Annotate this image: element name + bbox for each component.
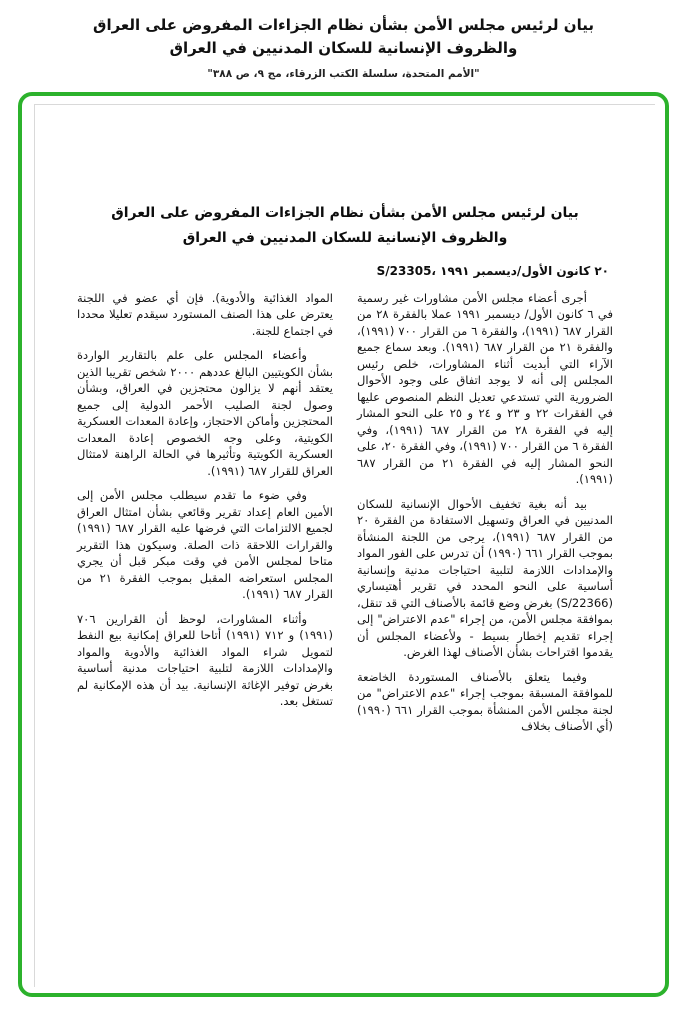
paragraph: وفيما يتعلق بالأصناف المستوردة الخاضعة للموافقة المسبقة بموجب إجراء "عدم الاعتراض" من لجنة مجلس الأمن المنشأة بموجب القرار ٦٦١ (١٩٩٠) (أي الأصناف بخلاف xyxy=(357,669,613,734)
column-left xyxy=(77,290,333,743)
paragraph: المواد الغذائية والأدوية). فإن أي عضو في اللجنة يعترض على هذا الصنف المستورد سيقدم تعليلا محددا في اجتماع للجنة. xyxy=(77,290,333,338)
document-symbol-dateline: S/23305، ٢٠ كانون الأول/ديسمبر ١٩٩١ xyxy=(376,263,609,278)
column-right xyxy=(357,290,613,743)
document-title-line2: والظروف الإنسانية للسكان المدنيين في العراق xyxy=(182,229,508,246)
scanned-page xyxy=(34,104,655,987)
paragraph: وأعضاء المجلس على علم بالتقارير الواردة بشأن الكويتيين البالغ عددهم ٢٠٠٠ شخص تقريبا الذين يعتقد أنهم لا يزالون محتجزين في العراق، وبشأن وصول لجنة الصليب الأحمر الدولية إلى جميع المحتجزين وأماكن الاحتجاز، وإعادة المعدات العسكرية الكويتية، وعلى وجه الخصوص إعادة المعدات العسكرية الكويتية وتأثيرها في الحالة الراهنة لامتثال العراق للقرار ٦٨٧ (١٩٩١). xyxy=(77,348,333,478)
document-frame xyxy=(18,92,669,997)
header-title-line2: والظروف الإنسانية للسكان المدنيين في العراق xyxy=(169,39,518,58)
paragraph: وأثناء المشاورات، لوحظ أن القرارين ٧٠٦ (١٩٩١) و ٧١٢ (١٩٩١) أتاحا للعراق إمكانية بيع النفط لتمويل شراء المواد الغذائية والأدوية والمواد والإمدادات اللازمة لتلبية احتياجات مدنية أساسية بغرض توفير الإغاثة الإنسانية. بيد أن هذه الإمكانية لم تستغل بعد. xyxy=(77,611,333,709)
paragraph: أجرى أعضاء مجلس الأمن مشاورات غير رسمية في ٦ كانون الأول/ ديسمبر ١٩٩١ عملا بالفقرة ٢٨ من القرار ٦٨٧ (١٩٩١)، والفقرة ٦ من القرار ٧٠٠ (١٩٩١)، والفقرة ٢١ من القرار ٦٨٧ (١٩٩١). وبعد سماع جميع الآراء التي أبديت أثناء المشاورات، خلص رئيس المجلس إلى أنه لا يوجد اتفاق على وجود الأحوال الضرورية التي تستدعي تعديل النظم المنصوص عليها في الفقرات ٢٢ و ٢٣ و ٢٤ و ٢٥ على النحو المشار إليه في الفقرة ٢٨ من القرار ٦٨٧ (١٩٩١)، وفي الفقرة ٦ من القرار ٧٠٠ (١٩٩١)، وفي الفقرة ٢٠، على النحو المشار إليه في الفقرة ٢١ من القرار ٦٨٧ (١٩٩١). xyxy=(357,290,613,487)
document-title-line1: بيان لرئيس مجلس الأمن بشأن نظام الجزاءات المفروض على العراق xyxy=(111,204,579,221)
header-source-citation: "الأمم المتحدة، سلسلة الكتب الزرقاء، مج ٩، ص ٣٨٨" xyxy=(207,67,480,80)
text-columns xyxy=(77,290,613,743)
paragraph: وفي ضوء ما تقدم سيطلب مجلس الأمن إلى الأمين العام إعداد تقرير وقائعي بشأن امتثال العراق لجميع الالتزامات التي فرضها عليه القرار ٦٨٧ (١٩٩١) والقرارات اللاحقة ذات الصلة. وسيكون هذا التقرير متاحا لمجلس الأمن في وقت مبكر قبل أن يجري المجلس استعراضه المقبل بموجب الفقرة ٢١ من القرار ٦٨٧ (١٩٩١). xyxy=(77,488,334,602)
document-title xyxy=(77,201,613,251)
outer-header xyxy=(0,0,687,80)
paragraph: بيد أنه بغية تخفيف الأحوال الإنسانية للسكان المدنيين في العراق وتسهيل الاستفادة من الفقرة ٢٠ من القرار ٦٨٧ (١٩٩١)، يرجى من اللجنة المنشأة بموجب القرار ٦٦١ (١٩٩٠) أن تدرس على الفور المواد والإمدادات اللازمة لتلبية احتياجات مدنية وإنسانية أساسية على النحو المحدد في تقرير أهتيساري (S/22366) بغرض وضع قائمة بالأصناف التي قد تنقل، بموافقة مجلس الأمن، من إجراء "عدم الاعتراض" إلى إجراء تقديم إخطار بسيط - ولأعضاء المجلس أن يقدموا اقتراحات بشأن الأصناف لهذا الغرض. xyxy=(357,496,613,660)
header-title-line1: بيان لرئيس مجلس الأمن بشأن نظام الجزاءات المفروض على العراق xyxy=(93,16,594,34)
